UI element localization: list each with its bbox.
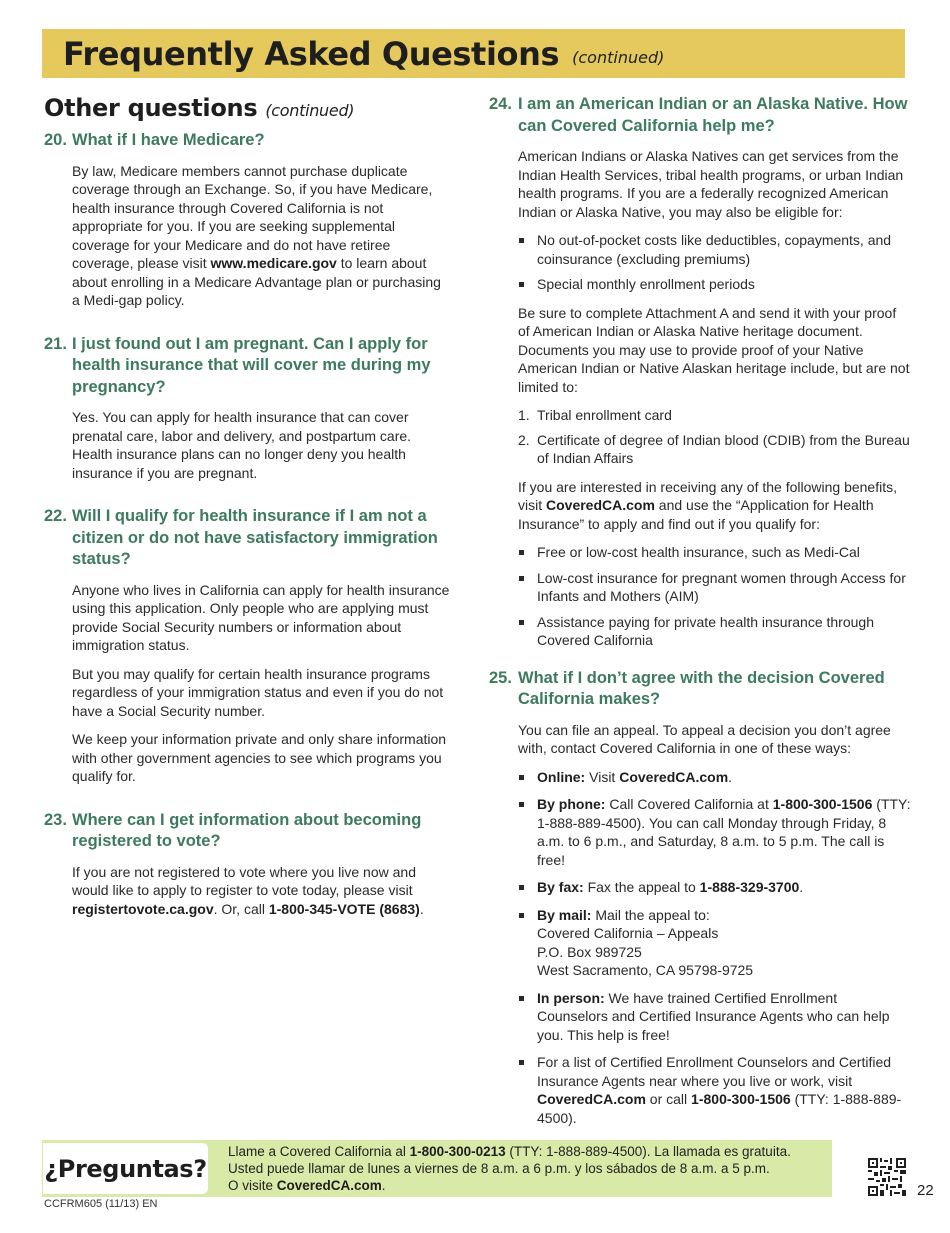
section-title: Other questions (continued) — [44, 94, 355, 122]
question-heading: 20. What if I have Medicare? — [44, 131, 265, 149]
faq-25 — [489, 668, 911, 1128]
coveredca-link[interactable]: CoveredCA.com — [537, 1091, 646, 1107]
answer — [72, 863, 452, 919]
right-column — [489, 94, 911, 1151]
appeal-methods-list — [518, 768, 911, 1128]
section-title-continued: (continued) — [265, 101, 355, 120]
footer-coveredca-link[interactable]: CoveredCA.com — [276, 1178, 382, 1193]
answer-paragraph: Yes. You can apply for health insurance that can cover prenatal care, labor and delivery, and postpartum care. Health insurance plans can no longer deny you health insurance if you are pregnant. — [72, 409, 412, 481]
faq-23 — [44, 810, 452, 919]
answer — [72, 162, 452, 310]
answer-paragraph: But you may qualify for certain health insurance programs regardless of your immigration status and even if you do not have a Social Security number. — [72, 665, 444, 719]
footer-line-2: Usted puede llamar de lunes a viernes de 8 a.m. a 6 p.m. y los sábados de 8 a.m. a 5 p.m. — [228, 1161, 770, 1176]
question-heading: 25. What if I don’t agree with the decision Covered California makes? — [489, 668, 885, 708]
answer — [72, 581, 452, 786]
answer-paragraph: If you are interested in receiving any of the following benefits, visit CoveredCA.com and use the “Application for Health Insurance” to apply and find out if you qualify for: — [518, 478, 897, 532]
answer-paragraph: You can file an appeal. To appeal a decision you don’t agree with, contact Covered California in one of these ways: — [518, 721, 891, 756]
spanish-phone: 1-800-300-0213 — [409, 1144, 506, 1159]
question-heading: 22. Will I qualify for health insurance if I am not a citizen or do not have satisfactory immigration status? — [44, 507, 438, 568]
list-item: No out-of-pocket costs like deductibles, copayments, and coinsurance (excluding premiums) — [518, 231, 911, 268]
footer-line-3: O visite CoveredCA.com. — [228, 1178, 386, 1193]
list-item: 2. Certificate of degree of Indian blood (CDIB) from the Bureau of Indian Affairs — [518, 431, 910, 466]
faq-20 — [44, 130, 452, 310]
coveredca-link[interactable]: CoveredCA.com — [619, 768, 729, 785]
appeal-phone: By phone: Call Covered California at 1-800-300-1506 (TTY: 1-888-889-4500). You can call Monday through Friday, 8 a.m. to 6 p.m., and Saturday, 8 a.m. to 5 p.m. The call is free! — [518, 795, 911, 869]
page-title: Frequently Asked Questions — [63, 34, 560, 73]
list-item: 1. Tribal enrollment card — [518, 407, 672, 423]
faq-22 — [44, 506, 452, 786]
answer-paragraph: We keep your information private and only share information with other government agencies to see which programs you qualify for. — [72, 731, 447, 784]
preguntas-box — [43, 1143, 208, 1194]
answer — [518, 721, 911, 1128]
faq-21 — [44, 334, 452, 483]
mailing-address: Covered California – Appeals P.O. Box 989725 West Sacramento, CA 95798-9725 — [537, 925, 754, 978]
program-list — [518, 543, 911, 650]
form-code: CCFRM605 (11/13) EN — [44, 1198, 158, 1210]
list-item: Special monthly enrollment periods — [518, 275, 911, 294]
appeal-fax: By fax: Fax the appeal to 1-888-329-3700. — [518, 878, 911, 897]
coveredca-link[interactable]: CoveredCA.com — [546, 497, 655, 513]
benefit-list — [518, 231, 911, 294]
qr-code-icon — [867, 1157, 907, 1197]
medicare-link[interactable]: www.medicare.gov — [210, 255, 337, 271]
answer — [72, 408, 452, 482]
fax-number: 1-888-329-3700 — [699, 879, 800, 895]
answer — [518, 147, 911, 650]
answer-paragraph: If you are not registered to vote where you live now and would like to apply to register to vote today, please visit registertovote.ca.gov. Or, call 1-800-345-VOTE (8683). — [72, 863, 424, 917]
list-item: Free or low-cost health insurance, such as Medi-Cal — [518, 543, 911, 562]
page-title-continued: (continued) — [572, 48, 665, 67]
answer-paragraph: Anyone who lives in California can apply for health insurance using this application. Only people who are applying must provide Social Security numbers or information about immigration status. — [72, 581, 450, 653]
appeal-mail: By mail: Mail the appeal to: Covered California – Appeals P.O. Box 989725 West Sacramento, CA 95798-9725 — [518, 906, 911, 980]
question-heading: 24. I am an American Indian or an Alaska Native. How can Covered California help me? — [489, 95, 908, 135]
counselor-phone: 1-800-300-1506 — [691, 1091, 791, 1107]
preguntas-heading: ¿Preguntas? — [44, 1154, 207, 1183]
question-heading: 23. Where can I get information about becoming registered to vote? — [44, 810, 422, 850]
left-column — [44, 94, 452, 942]
footer-spanish-text — [228, 1143, 791, 1194]
document-list — [518, 406, 911, 468]
page-number: 22 — [917, 1182, 934, 1199]
answer-paragraph: Be sure to complete Attachment A and send it with your proof of American Indian or Alaska Native heritage document. Documents you may use to provide proof of your Native American Indian or Native Alaskan heritage include, but are not limited to: — [518, 304, 910, 395]
answer-paragraph: By law, Medicare members cannot purchase duplicate coverage through an Exchange. So, if you have Medicare, health insurance through Covered California is not appropriate for you. If you are seeking supplemental coverage for your Medicare and do not have retiree coverage, please visit www.medicare.gov to learn about about enrolling in a Medicare Advantage plan or purchasing a Medi-gap policy. — [72, 162, 441, 308]
header-banner — [42, 29, 905, 78]
answer-paragraph: American Indians or Alaska Natives can get services from the Indian Health Services, tribal health programs, or urban Indian health programs. If you are a federally recognized American Indian or Alaska Native, you may also be eligible for: — [518, 148, 904, 220]
appeal-in-person: In person: We have trained Certified Enrollment Counselors and Certified Insurance Agents who can help you. This help is free! — [518, 989, 911, 1045]
question-heading: 21. I just found out I am pregnant. Can I apply for health insurance that will cover me during my pregnancy? — [44, 334, 431, 396]
list-item: Low-cost insurance for pregnant women through Access for Infants and Mothers (AIM) — [518, 569, 911, 606]
faq-24 — [489, 94, 911, 650]
appeal-counselors: For a list of Certified Enrollment Counselors and Certified Insurance Agents near where you live or work, visit CoveredCA.com or call 1-800-300-1506 (TTY: 1-888-889-4500). — [518, 1053, 911, 1127]
register-vote-link[interactable]: registertovote.ca.gov — [72, 900, 214, 917]
appeal-online: Online: Visit CoveredCA.com. — [518, 768, 911, 787]
appeal-phone-number: 1-800-300-1506 — [772, 796, 873, 812]
footer-line-1: Llame a Covered California al 1-800-300-0213 (TTY: 1-888-889-4500). La llamada es gratuita. — [228, 1144, 791, 1159]
footer-questions-bar — [42, 1140, 832, 1197]
vote-phone: 1-800-345-VOTE (8683) — [268, 900, 420, 917]
list-item: Assistance paying for private health insurance through Covered California — [518, 613, 911, 650]
